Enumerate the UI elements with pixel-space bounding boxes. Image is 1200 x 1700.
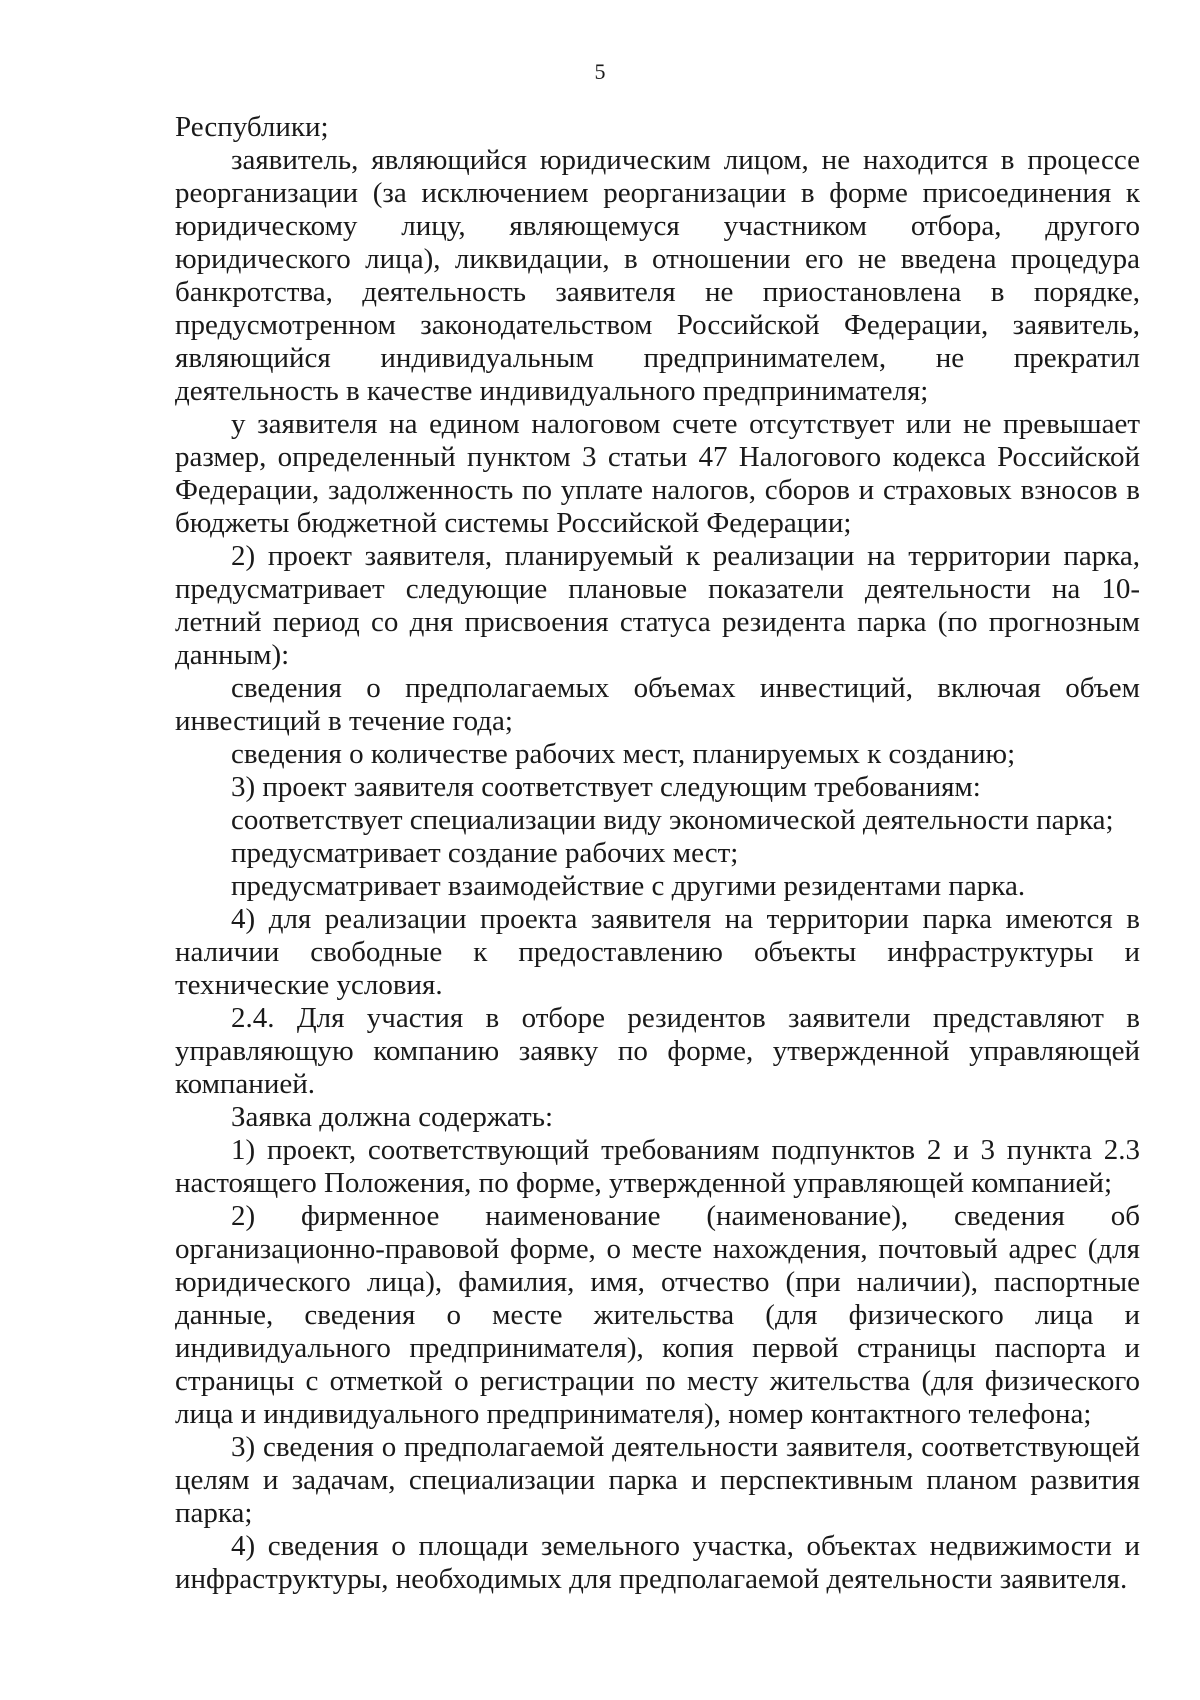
paragraph: сведения о предполагаемых объемах инвестиций, включая объем инвестиций в течение года; xyxy=(175,672,1140,737)
paragraph: 3) сведения о предполагаемой деятельности заявителя, соответствующей целям и задачам, специализации парка и перспективным планом развития парка; xyxy=(175,1431,1140,1529)
paragraph: предусматривает взаимодействие с другими резидентами парка. xyxy=(231,870,1026,902)
paragraph: заявитель, являющийся юридическим лицом, не находится в процессе реорганизации (за исключением реорганизации в форме присоединения к юридическому лицу, являющемуся участником отбора, другого юридического лица), ликвидации, в отношении его не введена процедура банкротства, деятельность заявителя не приостановлена в порядке, предусмотренном законодательством Российской Федерации, заявитель, являющийся индивидуальным предпринимателем, не прекратил деятельность в качестве индивидуального предпринимателя; xyxy=(175,144,1140,407)
paragraph: у заявителя на едином налоговом счете отсутствует или не превышает размер, определенный пунктом 3 статьи 47 Налогового кодекса Российской Федерации, задолженность по уплате налогов, сборов и страховых взносов в бюджеты бюджетной системы Российской Федерации; xyxy=(175,408,1140,539)
paragraph-continuation: Республики; xyxy=(175,111,329,143)
paragraph: Заявка должна содержать: xyxy=(231,1101,554,1133)
paragraph: 2) проект заявителя, планируемый к реализации на территории парка, предусматривает следующие плановые показатели деятельности на 10-летний период со дня присвоения статуса резидента парка (по прогнозным данным): xyxy=(175,540,1140,671)
paragraph: соответствует специализации виду экономической деятельности парка; xyxy=(231,804,1114,836)
paragraph: предусматривает создание рабочих мест; xyxy=(231,837,739,869)
paragraph: 4) сведения о площади земельного участка, объектах недвижимости и инфраструктуры, необходимых для предполагаемой деятельности заявителя. xyxy=(175,1530,1140,1595)
paragraph: 3) проект заявителя соответствует следующим требованиям: xyxy=(231,771,981,803)
paragraph: 2.4. Для участия в отборе резидентов заявители представляют в управляющую компанию заявку по форме, утвержденной управляющей компанией. xyxy=(175,1002,1140,1100)
paragraph: 1) проект, соответствующий требованиям подпунктов 2 и 3 пункта 2.3 настоящего Положения, по форме, утвержденной управляющей компанией; xyxy=(175,1134,1140,1199)
document-body xyxy=(175,111,1140,1596)
paragraph: 4) для реализации проекта заявителя на территории парка имеются в наличии свободные к предоставлению объекты инфраструктуры и технические условия. xyxy=(175,903,1140,1001)
paragraph: 2) фирменное наименование (наименование), сведения об организационно-правовой форме, о месте нахождения, почтовый адрес (для юридического лица), фамилия, имя, отчество (при наличии), паспортные данные, сведения о месте жительства (для физического лица и индивидуального предпринимателя), копия первой страницы паспорта и страницы с отметкой о регистрации по месту жительства (для физического лица и индивидуального предпринимателя), номер контактного телефона; xyxy=(175,1200,1140,1430)
page-number: 5 xyxy=(594,59,606,84)
paragraph: сведения о количестве рабочих мест, планируемых к созданию; xyxy=(231,738,1016,770)
